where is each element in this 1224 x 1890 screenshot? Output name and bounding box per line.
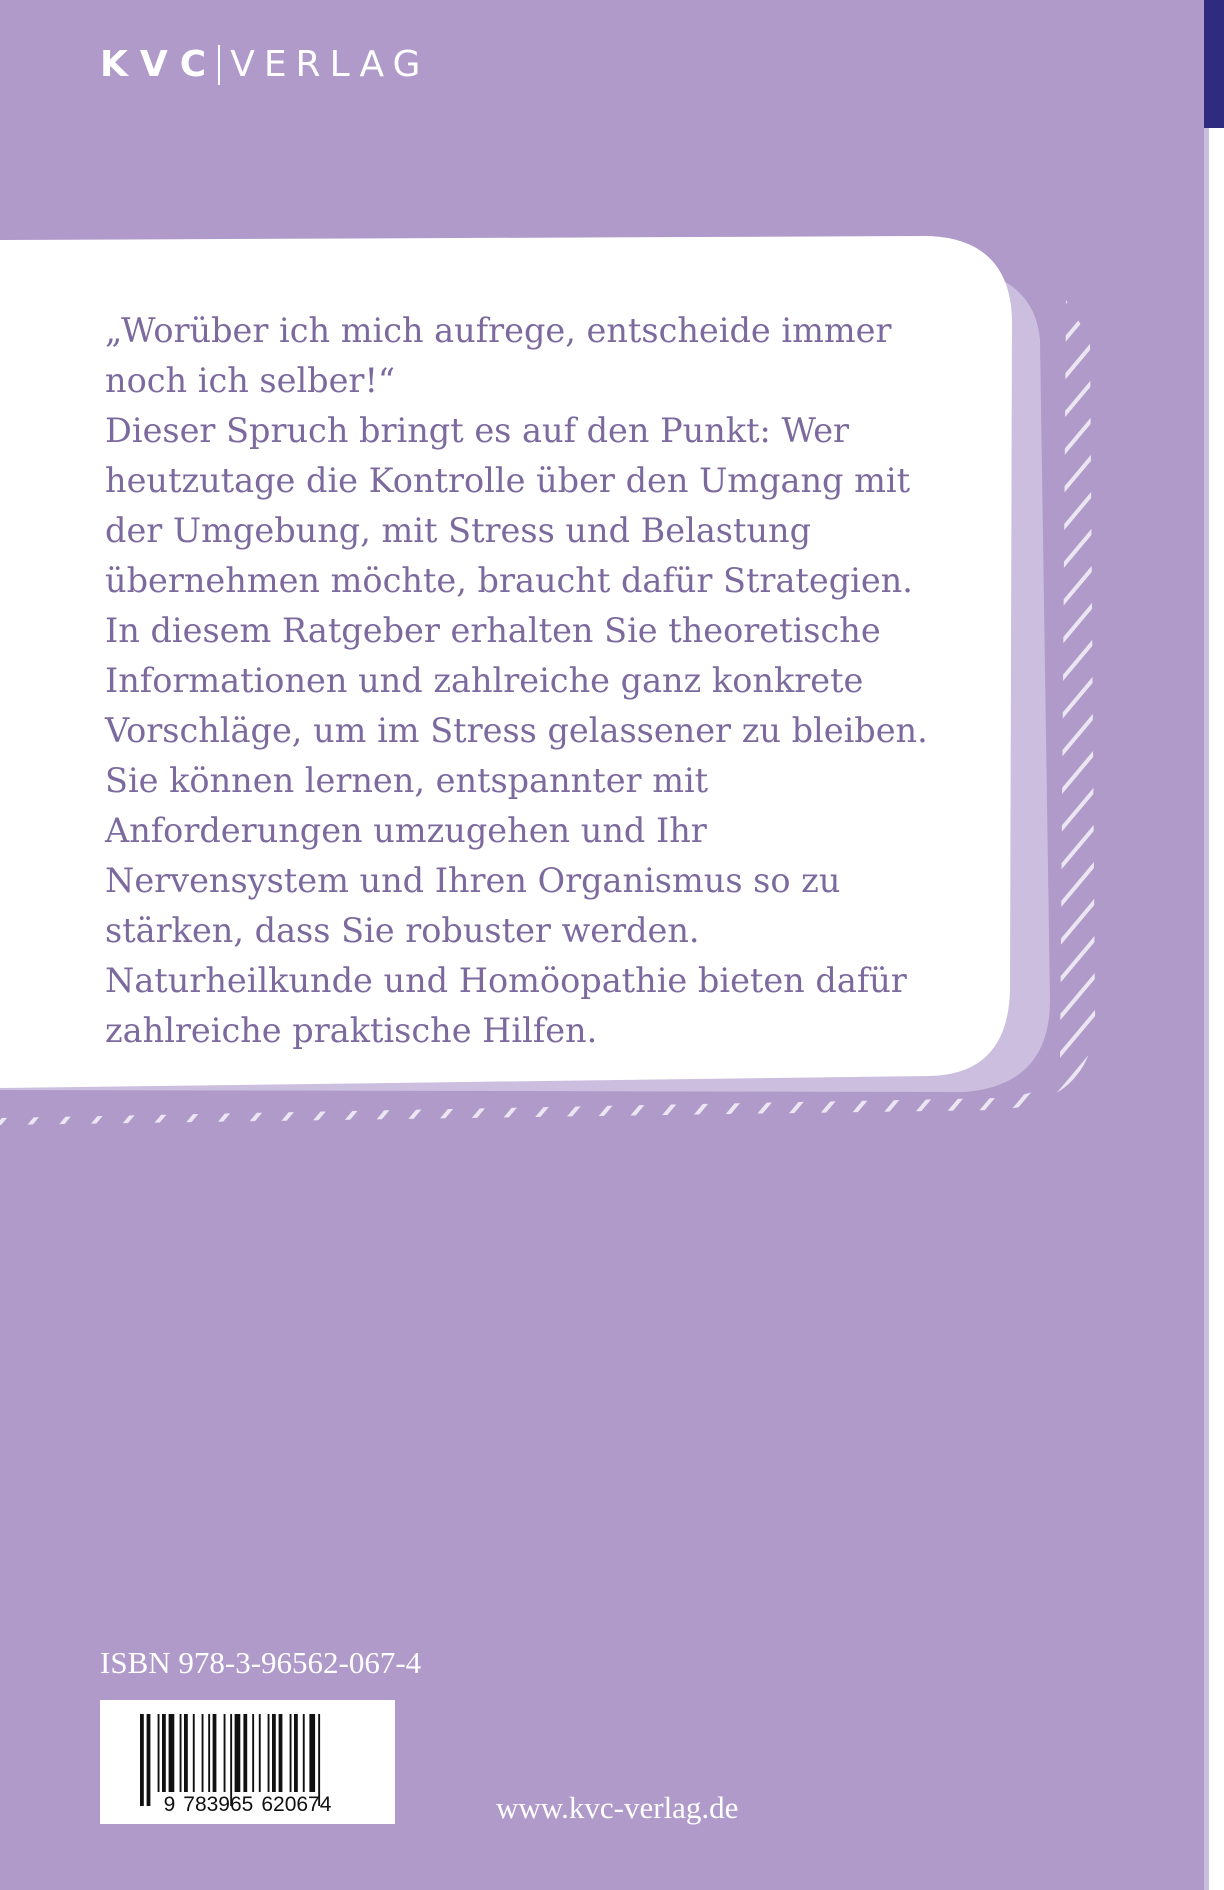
barcode-bar	[202, 1714, 204, 1792]
barcode-bar	[180, 1714, 182, 1792]
barcode-bar	[309, 1714, 315, 1792]
barcode-digits-right: 620674	[261, 1793, 332, 1816]
barcode-bar	[290, 1714, 292, 1792]
barcode-bar	[235, 1714, 241, 1792]
barcode-bar	[208, 1714, 210, 1792]
publisher-name-bold: KVC	[100, 44, 219, 85]
barcode-digits-left: 783965	[183, 1793, 254, 1816]
barcode-bar	[213, 1714, 217, 1792]
isbn-label: ISBN 978-3-96562-067-4	[100, 1645, 422, 1680]
barcode-bar	[158, 1714, 160, 1792]
barcode	[100, 1700, 395, 1824]
barcode-bar	[272, 1714, 276, 1792]
barcode-bar	[252, 1714, 254, 1792]
barcode-digit-first: 9	[163, 1793, 176, 1816]
blurb-paragraph: In diesem Ratgeber erhalten Sie theoretische Informationen und zahlreiche ganz konkrete Vorschläge, um im Stress gelassener zu bleiben. Sie können lernen, entspannter mit Anforderungen umzugehen und Ihr Nervensystem und Ihren Organismus so zu stärken, dass Sie robuster werden. Naturheilkunde und Homöopathie bieten dafür zahlreiche praktische Hilfen.	[105, 611, 928, 1050]
barcode-bar	[193, 1714, 195, 1792]
publisher-website: www.kvc-verlag.de	[496, 1790, 739, 1825]
blurb-text	[105, 306, 935, 1056]
barcode-bar	[224, 1714, 226, 1792]
barcode-bar	[303, 1714, 305, 1792]
barcode-bar	[259, 1714, 261, 1792]
blurb-paragraph: Dieser Spruch bringt es auf den Punkt: Wer heutzutage die Kontrolle über den Umgang mit der Umgebung, mit Stress und Belastung übernehmen möchte, braucht dafür Strategien.	[105, 411, 913, 600]
barcode-bar	[294, 1714, 298, 1792]
barcode-bar	[162, 1714, 166, 1792]
barcode-bar	[169, 1714, 175, 1792]
barcode-digits	[100, 1793, 395, 1817]
barcode-bar	[184, 1714, 188, 1792]
barcode-bar	[279, 1714, 283, 1792]
barcode-bar	[243, 1714, 247, 1792]
publisher-name-light: VERLAG	[230, 44, 430, 85]
barcode-bar	[268, 1714, 270, 1792]
blurb-quote: „Worüber ich mich aufrege, entscheide immer noch ich selber!“	[105, 311, 892, 400]
